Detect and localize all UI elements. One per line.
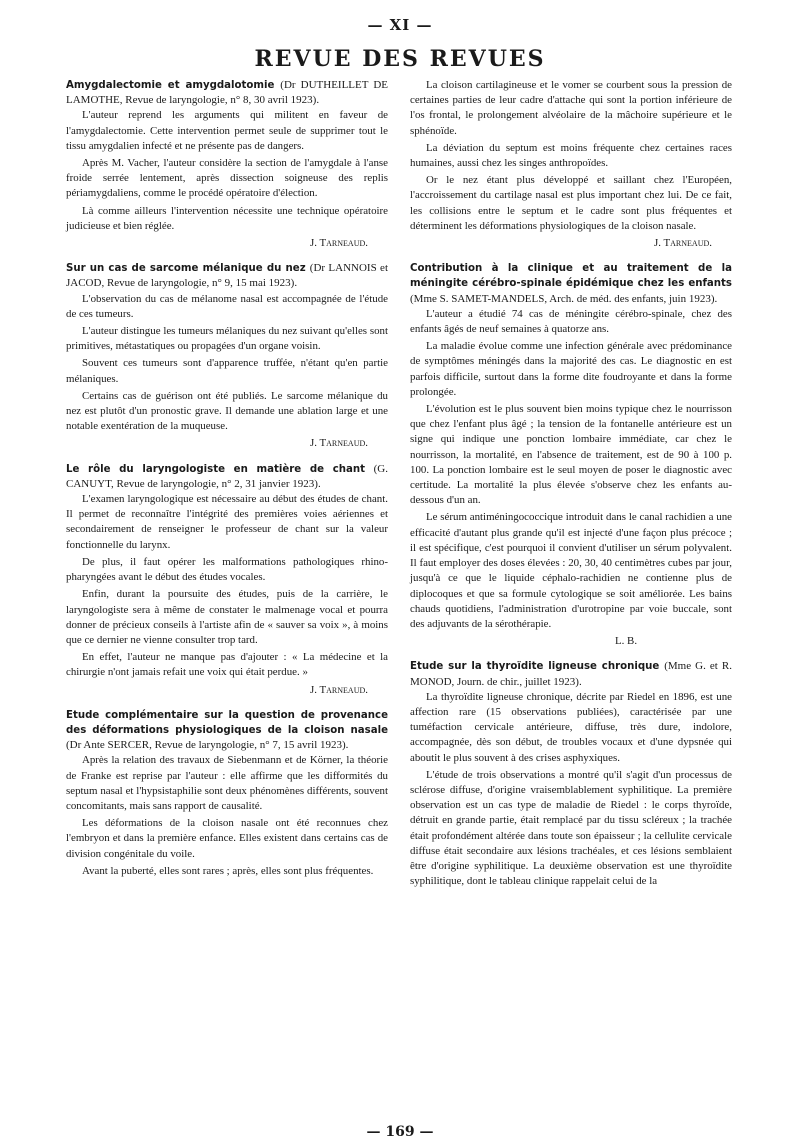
article-author: J. Tarneaud. [654, 237, 712, 250]
page-title: REVUE DES REVUES [254, 46, 546, 72]
paragraph: L'auteur reprend les arguments qui militent en faveur de l'amygdalectomie. Cette intervention permet seule de supprimer tout le tissu amygdalien infecté et ne présente pas de dangers. [66, 109, 388, 152]
paragraph: La cloison cartilagineuse et le vomer se courbent sous la pression de certaines parties de leur cadre d'attache qui sont la portion inférieure de l'os frontal, le prolongement alvéolaire de la mâchoire supérieure et le sphénoïde. [410, 79, 732, 137]
paragraph: Là comme ailleurs l'intervention nécessite une technique opératoire judicieuse et bien réglée. [66, 204, 388, 232]
article-sarcome [66, 261, 388, 451]
article-author: J. Tarneaud. [310, 437, 368, 450]
paragraph: En effet, l'auteur ne manque pas d'ajouter : « La médecine et la chirurgie n'ont jamais refait une voix qui était perdue. » [66, 651, 388, 679]
article-author: J. Tarneaud. [310, 237, 368, 250]
paragraph: L'auteur distingue les tumeurs mélaniques du nez suivant qu'elles sont primitives, métastatiques ou propagées d'un organe voisin. [66, 325, 388, 353]
paragraph: L'examen laryngologique est nécessaire au début des études de chant. Il permet de reconnaître l'intégrité des premières voies aériennes et secondairement de renseigner le professeur de chant sur la valeur fonctionnelle du larynx. [66, 493, 388, 551]
paragraph: L'auteur a étudié 74 cas de méningite cérébro-spinale, chez des enfants âgés de neuf semaines à quatorze ans. [410, 307, 732, 336]
article-title: Etude complémentaire sur la question de provenance des déformations physiologiques de la cloison nasale (Dr Ante SERCER, Revue de laryngologie, n° 7, 15 avril 1923). [66, 709, 388, 752]
paragraph: Après M. Vacher, l'auteur considère la section de l'amygdale à l'anse froide serrée lentement, après dissection soigneuse des replis périamygdaliens, comme le procédé opératoire d'élection. [66, 157, 388, 200]
page-number: — 169 — [366, 1124, 434, 1140]
article-reference: (Dr LANNOIS et JACOD, Revue de laryngologie, n° 9, 15 mai 1923). [66, 262, 388, 290]
paragraph: L'étude de trois observations a montré qu'il s'agit d'un processus de sclérose diffuse, d'origine vraisemblablement syphilitique. La première observation est un cas type de maladie de Riedel : le corps thyroïde, détruit en grande partie, était remplacé par du tissu scléreux ; la trachée était profondément altérée dans toute son épaisseur ; la cellulite cervicale diffuse était secondaire aux lésions trachéales, et ces lésions semblaient être d'origine syphilitique. La deuxième observation est une thyroïdite syphilitique, dont le tableau clinique rappelait celui de la [410, 768, 732, 888]
paragraph: Après la relation des travaux de Siebenmann et de Körner, la théorie de Franke est reprise par l'auteur : elle affirme que les difformités du septum nasal et l'hypsistaphilie sont deux phénomènes différents, souvent concomitants, mais sans rapport de causalité. [66, 754, 388, 812]
paragraph: Souvent ces tumeurs sont d'apparence truffée, n'étant qu'en partie mélaniques. [66, 357, 388, 385]
paragraph: Le sérum antiméningococcique introduit dans le canal rachidien a une efficacité d'autant plus grande qu'il est injecté d'une façon plus précoce ; il est spécifique, c'est pourquoi il convient d'utiliser un sérum polyvalent. Il faut employer des doses élevées : 20, 30, 40 centimètres cubes par jour, jusqu'à ce que le liquide céphalo-rachidien ne contienne plus de diplocoques et que sa formule cytologique se soit améliorée. Les bains chauds quotidiens, l'administration d'urotropine par voie buccale, sont des adjuvants de la sérothérapie. [410, 511, 732, 630]
paragraph: Les déformations de la cloison nasale ont été reconnues chez l'embryon et dans la première enfance. Elles existent dans certains cas de division congénitale du voile. [66, 817, 388, 860]
article-cloison-nasale [66, 708, 388, 879]
paragraph: Avant la puberté, elles sont rares ; après, elles sont plus fréquentes. [82, 864, 374, 877]
left-column [66, 78, 388, 889]
article-reference: (Dr DUTHEILLET DE LAMOTHE, Revue de laryngologie, n° 8, 30 avril 1923). [66, 79, 388, 107]
paragraph: L'observation du cas de mélanome nasal est accompagnée de l'étude de ces tumeurs. [66, 292, 388, 320]
article-cloison-nasale-continued [410, 78, 732, 251]
article-reference: (Mme G. et R. MONOD, Journ. de chir., juillet 1923). [410, 660, 733, 688]
paragraph: Enfin, durant la poursuite des études, puis de la carrière, le laryngologiste sera à même de constater le malmenage vocal et pourra donner de précieux conseils à l'artiste afin de « sauver sa voix », à moins que ce dernier ne vienne consulter trop tard. [66, 588, 388, 646]
article-meningite [410, 261, 732, 649]
paragraph: La thyroïdite ligneuse chronique, décrite par Riedel en 1896, est une affection rare (15 observations publiées), caractérisée par une tuméfaction cervicale antérieure, diffuse, très dure, indolore, accompagnée, dès son début, de troubles vocaux et d'une dypsnée qui aboutit le plus souvent à des crises asphyxiques. [410, 690, 732, 764]
right-column [410, 78, 732, 899]
article-reference: (G. CANUYT, Revue de laryngologie, n° 2, 31 janvier 1923). [66, 462, 388, 490]
article-thyroidite [410, 659, 732, 889]
paragraph: La déviation du septum est moins fréquente chez certaines races humaines, aussi chez les singes anthropoïdes. [410, 141, 732, 170]
article-reference: (Dr Ante SERCER, Revue de laryngologie, n° 7, 15 avril 1923). [66, 739, 349, 752]
paragraph: Certains cas de guérison ont été publiés. Le sarcome mélanique du nez est plutôt d'un pronostic grave. Il demande une ablation large et une notable exentération de la muqueuse. [66, 389, 388, 433]
paragraph: De plus, il faut opérer les malformations pathologiques rhino-pharyngées avant le début des études vocales. [66, 555, 388, 584]
article-reference: (Mme S. SAMET-MANDELS, Arch. de méd. des enfants, juin 1923). [410, 292, 718, 305]
article-amygdalectomie [66, 78, 388, 251]
article-title: Sur un cas de sarcome mélanique du nez (Dr LANNOIS et JACOD, Revue de laryngologie, n° 9, 15 mai 1923). [66, 262, 388, 290]
paragraph: Or le nez étant plus développé et saillant chez l'Européen, l'accroissement du cartilage nasal est plus important chez lui. De ce fait, les collisions entre le septum et le cadre sont plus fréquentes et déterminent les déformations physiologiques de la cloison nasale. [410, 174, 732, 232]
article-author: L. B. [614, 635, 638, 648]
article-title: Le rôle du laryngologiste en matière de chant (G. CANUYT, Revue de laryngologie, n° 2, 31 janvier 1923). [66, 462, 388, 490]
article-title: Etude sur la thyroïdite ligneuse chronique (Mme G. et R. MONOD, Journ. de chir., juillet 1923). [410, 660, 733, 688]
article-title: Contribution à la clinique et au traitement de la méningite cérébro-spinale épidémique chez les enfants (Mme S. SAMET-MANDELS, Arch. de méd. des enfants, juin 1923). [410, 263, 732, 305]
page-header-number: — XI — [367, 16, 433, 34]
article-laryngologiste-chant [66, 462, 388, 698]
article-title: Amygdalectomie et amygdalotomie (Dr DUTHEILLET DE LAMOTHE, Revue de laryngologie, n° 8, 30 avril 1923). [66, 79, 388, 107]
paragraph: La maladie évolue comme une infection générale avec prédominance de symptômes méningés dans la majorité des cas. Le diagnostic en est parfois difficile, surtout dans la forme dite foudroyante et dans la forme prolongée. [410, 340, 732, 398]
paragraph: L'évolution est le plus souvent bien moins typique chez le nourrisson que chez l'enfant plus âgé ; la tension de la fontanelle antérieure est un signe qui indique une ponction lombaire immédiate, car chez le nourrisson, la mortalité, en l'absence de traitement, est de 90 à 100 p. 100. La ponction lombaire est le seul moyen de poser le diagnostic avec certitude. La mortalité la plus élevée s'observe chez les enfants au-dessous d'un an. [410, 403, 732, 507]
article-author: J. Tarneaud. [310, 683, 368, 696]
